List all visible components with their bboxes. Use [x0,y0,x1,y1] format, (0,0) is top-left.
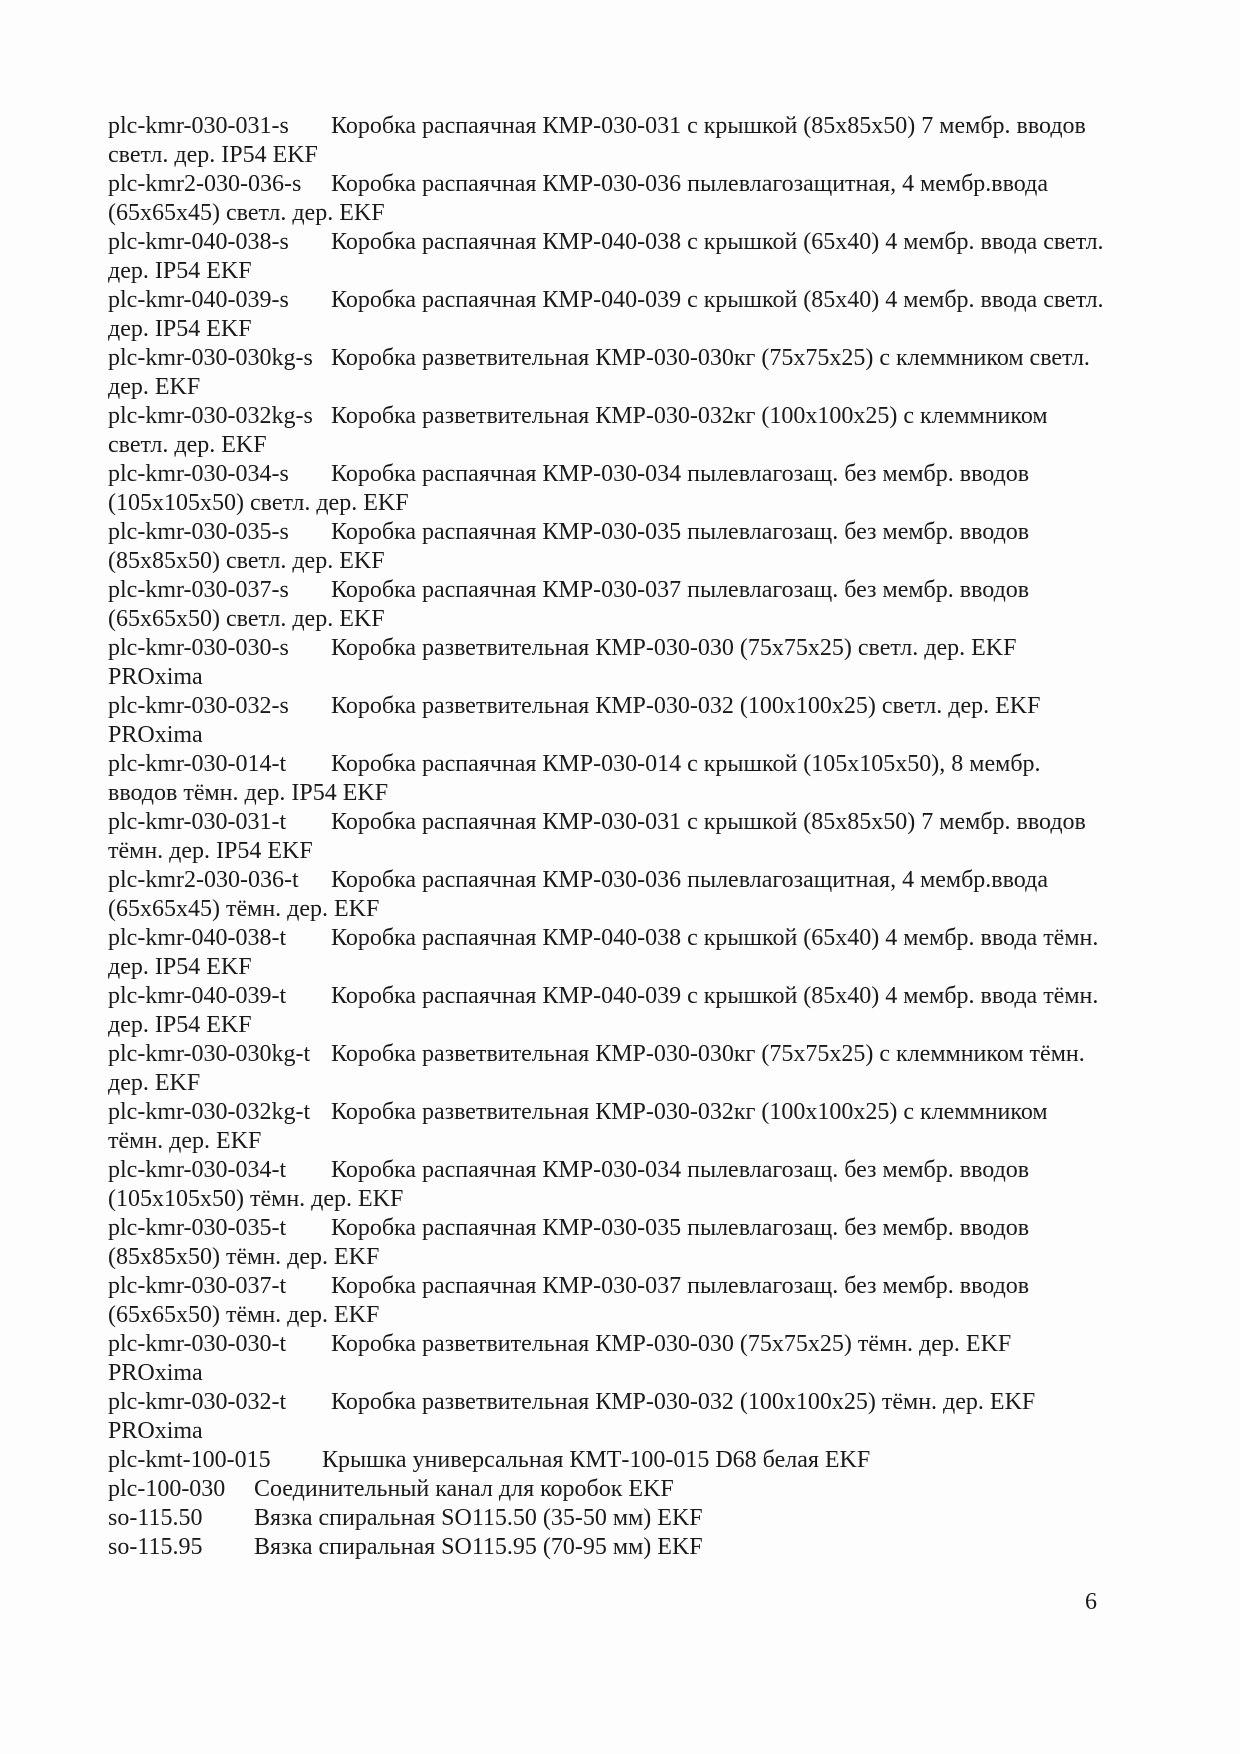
list-item [108,1156,1108,1214]
item-code: plc-kmr-030-031-t [108,809,287,835]
list-item [108,634,1108,692]
item-description: Коробка распаячная КМР-030-035 пылевлагозащ. без мембр. вводов (85х85х50) тёмн. дер. EKF [108,1215,1030,1270]
item-description: Коробка распаячная КМР-030-034 пылевлагозащ. без мембр. вводов (105х105х50) светл. дер. EKF [108,461,1030,516]
item-description: Коробка разветвительная КМР-030-030 (75х75х25) тёмн. дер. EKF PROxima [108,1331,1012,1386]
list-item [108,1330,1108,1388]
item-description: Коробка распаячная КМР-030-035 пылевлагозащ. без мембр. вводов (85х85х50) светл. дер. EKF [108,519,1030,574]
item-description: Коробка разветвительная КМР-030-032 (100х100х25) тёмн. дер. EKF PROxima [108,1389,1036,1444]
item-description: Соединительный канал для коробок EKF [254,1476,674,1502]
list-item [108,866,1108,924]
item-description: Коробка распаячная КМР-030-031 с крышкой (85х85х50) 7 мембр. вводов светл. дер. IP54 EKF [108,113,1086,168]
item-code: plc-kmr-030-032kg-s [108,403,313,429]
item-description: Вязка спиральная SO115.95 (70-95 мм) EKF [254,1534,703,1560]
item-code: plc-kmr-030-034-s [108,461,289,487]
item-description: Коробка распаячная КМР-040-038 с крышкой (65х40) 4 мембр. ввода тёмн. дер. IP54 EKF [108,925,1099,980]
item-code: plc-kmr-030-030kg-s [108,345,313,371]
list-item [108,1214,1108,1272]
item-code: plc-kmr-040-038-s [108,229,289,255]
list-item [108,1040,1108,1098]
item-description: Коробка разветвительная КМР-030-030кг (75х75х25) с клеммником светл. дер. EKF [108,345,1090,400]
item-description: Коробка распаячная КМР-030-031 с крышкой (85х85х50) 7 мембр. вводов тёмн. дер. IP54 EKF [108,809,1086,864]
product-list [108,112,1108,1562]
item-code: plc-kmr-030-030-t [108,1331,287,1357]
item-code: plc-kmr-040-039-t [108,983,287,1009]
item-description: Коробка распаячная КМР-040-038 с крышкой (65х40) 4 мембр. ввода светл. дер. IP54 EKF [108,229,1104,284]
item-description: Коробка разветвительная КМР-030-030 (75х75х25) светл. дер. EKF PROxima [108,635,1017,690]
item-description: Коробка разветвительная КМР-030-032кг (100х100х25) с клеммником светл. дер. EKF [108,403,1048,458]
item-code: plc-kmr-030-031-s [108,113,289,139]
list-item [108,286,1108,344]
list-item [108,1446,1108,1475]
list-item [108,1533,1108,1562]
item-code: plc-kmr2-030-036-t [108,867,299,893]
item-code: so-115.50 [108,1505,203,1531]
item-description: Коробка распаячная КМР-030-014 с крышкой (105х105х50), 8 мембр. вводов тёмн. дер. IP54 EKF [108,751,1041,806]
item-code: plc-kmr-040-038-t [108,925,287,951]
item-code: plc-kmr-030-032kg-t [108,1099,311,1125]
item-description: Коробка разветвительная КМР-030-030кг (75х75х25) с клеммником тёмн. дер. EKF [108,1041,1085,1096]
item-code: plc-kmr-030-037-t [108,1273,287,1299]
item-code: plc-kmt-100-015 [108,1447,271,1473]
item-code: plc-100-030 [108,1476,226,1502]
list-item [108,170,1108,228]
list-item [108,1388,1108,1446]
list-item [108,808,1108,866]
item-code: so-115.95 [108,1534,203,1560]
item-code: plc-kmr-030-032-t [108,1389,287,1415]
item-description: Коробка распаячная КМР-030-037 пылевлагозащ. без мембр. вводов (65х65х50) тёмн. дер. EKF [108,1273,1030,1328]
item-code: plc-kmr-030-030kg-t [108,1041,311,1067]
item-code: plc-kmr-030-030-s [108,635,289,661]
list-item [108,1504,1108,1533]
list-item [108,692,1108,750]
list-item [108,460,1108,518]
list-item [108,1098,1108,1156]
item-description: Коробка распаячная КМР-030-037 пылевлагозащ. без мембр. вводов (65х65х50) светл. дер. EKF [108,577,1030,632]
item-code: plc-kmr-030-035-s [108,519,289,545]
list-item [108,576,1108,634]
item-code: plc-kmr-030-037-s [108,577,289,603]
list-item [108,228,1108,286]
item-description: Коробка распаячная КМР-040-039 с крышкой (85х40) 4 мембр. ввода тёмн. дер. IP54 EKF [108,983,1099,1038]
item-description: Крышка универсальная КМТ-100-015 D68 белая EKF [322,1447,871,1473]
list-item [108,1272,1108,1330]
item-code: plc-kmr-030-014-t [108,751,287,777]
list-item [108,750,1108,808]
item-description: Коробка разветвительная КМР-030-032кг (100х100х25) с клеммником тёмн. дер. EKF [108,1099,1048,1154]
item-description: Коробка распаячная КМР-030-034 пылевлагозащ. без мембр. вводов (105х105х50) тёмн. дер. EKF [108,1157,1030,1212]
list-item [108,344,1108,402]
page-number: 6 [1085,1589,1097,1615]
list-item [108,518,1108,576]
item-description: Коробка распаячная КМР-040-039 с крышкой (85х40) 4 мембр. ввода светл. дер. IP54 EKF [108,287,1104,342]
list-item [108,982,1108,1040]
item-code: plc-kmr-030-032-s [108,693,289,719]
list-item [108,402,1108,460]
item-code: plc-kmr2-030-036-s [108,171,302,197]
list-item [108,924,1108,982]
list-item [108,112,1108,170]
item-description: Вязка спиральная SO115.50 (35-50 мм) EKF [254,1505,703,1531]
item-code: plc-kmr-030-035-t [108,1215,287,1241]
item-code: plc-kmr-030-034-t [108,1157,287,1183]
item-description: Коробка распаячная КМР-030-036 пылевлагозащитная, 4 мембр.ввода (65х65х45) светл. дер. EKF [108,171,1048,226]
item-code: plc-kmr-040-039-s [108,287,289,313]
item-description: Коробка разветвительная КМР-030-032 (100х100х25) светл. дер. EKF PROxima [108,693,1041,748]
list-item [108,1475,1108,1504]
item-description: Коробка распаячная КМР-030-036 пылевлагозащитная, 4 мембр.ввода (65х65х45) тёмн. дер. EKF [108,867,1048,922]
